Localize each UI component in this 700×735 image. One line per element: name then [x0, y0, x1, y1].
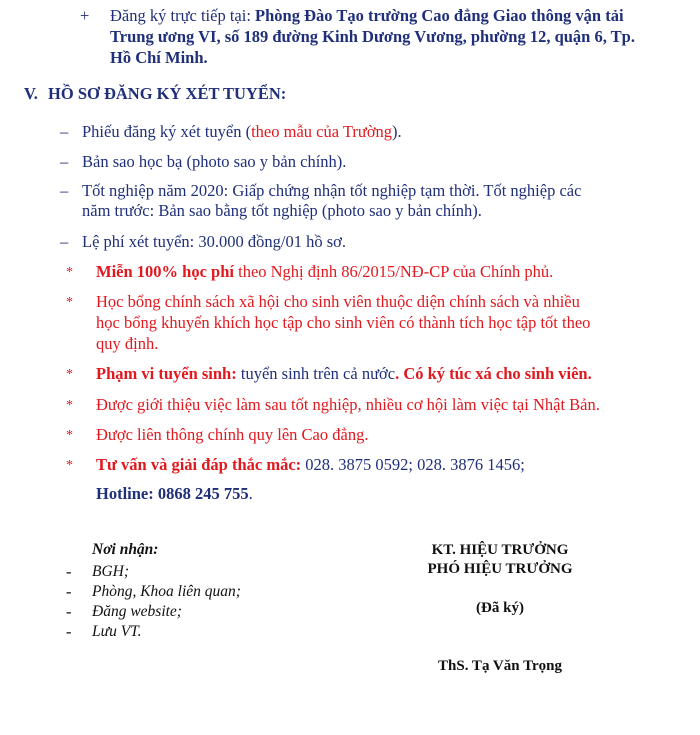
- star-item-scholarship-l3: quy định.: [96, 334, 159, 353]
- recipients-title: Nơi nhận:: [92, 541, 159, 558]
- consult-phones: 028. 3875 0592; 028. 3876 1456;: [301, 455, 525, 474]
- dash-item-fee: Lệ phí xét tuyển: 30.000 đồng/01 hồ sơ.: [82, 232, 346, 251]
- tuition-rest: theo Nghị định 86/2015/NĐ-CP của Chính phủ.: [233, 262, 554, 281]
- hotline-tail: .: [248, 484, 253, 503]
- recipient-bullet: -: [66, 582, 72, 601]
- recipient-item: BGH;: [92, 563, 130, 580]
- recipient-item: Đăng website;: [92, 603, 182, 620]
- dash-bullet: –: [60, 232, 69, 251]
- signature-signed: (Đã ký): [476, 600, 524, 616]
- dash-bullet: –: [60, 152, 69, 171]
- scope-rest: tuyển sinh trên cả nước: [236, 364, 396, 383]
- recipient-bullet: -: [66, 622, 72, 641]
- star-bullet: *: [66, 367, 73, 382]
- dash-item-form-text: Phiếu đăng ký xét tuyển (: [82, 122, 252, 141]
- recipient-item: Phòng, Khoa liên quan;: [92, 583, 241, 600]
- star-item-scope: [96, 364, 592, 384]
- plus-bullet: +: [80, 6, 90, 25]
- dash-item-form: [82, 122, 402, 142]
- register-direct-place: Phòng Đào Tạo trường Cao đẳng Giao thông vận tải: [255, 6, 624, 25]
- star-item-scholarship-l1: Học bổng chính sách xã hội cho sinh viên thuộc diện chính sách và nhiều: [96, 292, 580, 311]
- recipient-bullet: -: [66, 562, 72, 581]
- star-bullet: *: [66, 428, 73, 443]
- star-bullet: *: [66, 295, 73, 310]
- star-bullet: *: [66, 398, 73, 413]
- section-v-number: V.: [24, 84, 38, 103]
- dash-bullet: –: [60, 181, 69, 200]
- scope-bold2: . Có ký túc xá cho sinh viên.: [395, 364, 592, 383]
- dash-item-form-red: theo mẫu của Trường: [251, 122, 393, 141]
- star-item-consult: [96, 455, 525, 475]
- register-direct-line2: Trung ương VI, số 189 đường Kinh Dương Vương, phường 12, quận 6, Tp.: [110, 27, 635, 46]
- register-direct-line1: [110, 6, 624, 26]
- section-v-heading: [24, 84, 286, 104]
- scope-bold: Phạm vi tuyển sinh:: [96, 364, 237, 383]
- tuition-bold: Miễn 100% học phí: [96, 262, 234, 281]
- dash-item-transcript: Bản sao học bạ (photo sao y bản chính).: [82, 152, 347, 171]
- dash-bullet: –: [60, 122, 69, 141]
- signature-title-1: KT. HIỆU TRƯỞNG: [431, 542, 569, 558]
- signature-title-2: PHÓ HIỆU TRƯỞNG: [427, 561, 573, 577]
- dash-item-graduation-l2: năm trước: Bản sao bằng tốt nghiệp (photo sao y bản chính).: [82, 201, 482, 220]
- dash-item-graduation-l1: Tốt nghiệp năm 2020: Giấp chứng nhận tốt nghiệp tạm thời. Tốt nghiệp các: [82, 181, 582, 200]
- star-item-transfer: Được liên thông chính quy lên Cao đẳng.: [96, 425, 369, 444]
- hotline: Hotline: 0868 245 755: [96, 484, 249, 503]
- consult-bold: Tư vấn và giải đáp thắc mắc:: [96, 455, 302, 474]
- star-item-tuition: [96, 262, 553, 282]
- star-bullet: *: [66, 458, 73, 473]
- star-bullet: *: [66, 265, 73, 280]
- hotline-line: [96, 484, 253, 504]
- signature-name: ThS. Tạ Văn Trọng: [438, 658, 562, 674]
- recipient-bullet: -: [66, 602, 72, 621]
- star-item-scholarship-l2: học bổng khuyến khích học tập cho sinh viên có thành tích học tập tốt theo: [96, 313, 591, 332]
- dash-item-form-tail: ).: [392, 122, 402, 141]
- register-direct-line3: Hồ Chí Minh.: [110, 48, 208, 67]
- star-item-jobs: Được giới thiệu việc làm sau tốt nghiệp, nhiều cơ hội làm việc tại Nhật Bản.: [96, 395, 600, 414]
- register-direct-lead: Đăng ký trực tiếp tại:: [110, 6, 256, 25]
- recipient-item: Lưu VT.: [92, 623, 142, 640]
- section-v-title: HỒ SƠ ĐĂNG KÝ XÉT TUYỂN:: [48, 84, 287, 103]
